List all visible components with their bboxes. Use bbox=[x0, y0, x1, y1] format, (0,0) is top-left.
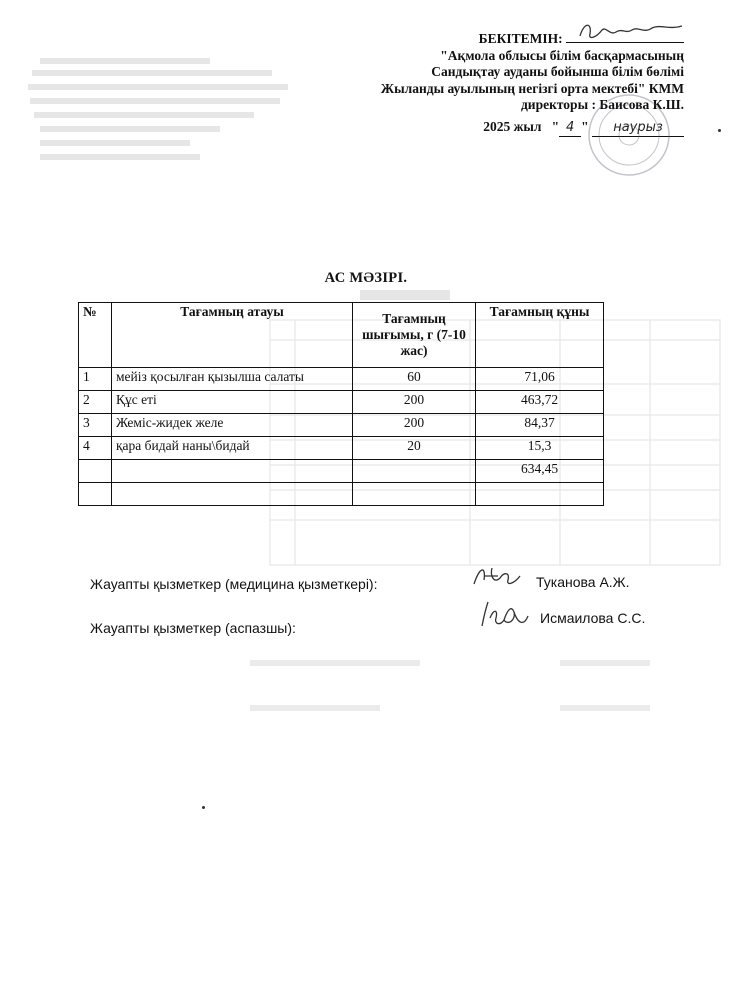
approval-date-line: 2025 жыл " 4 " наурыз bbox=[304, 119, 684, 138]
row-name: қара бидай наны\бидай bbox=[112, 437, 353, 460]
approval-day: 4 bbox=[565, 119, 575, 135]
row-no: 3 bbox=[79, 414, 112, 437]
medical-signature bbox=[470, 562, 530, 592]
table-header-row bbox=[79, 303, 604, 368]
approval-heading: БЕКІТЕМІН: bbox=[478, 31, 563, 46]
total-amount-cell bbox=[353, 460, 476, 483]
total-no-cell bbox=[79, 460, 112, 483]
staff-medical-role: Жауапты қызметкер (медицина қызметкері): bbox=[90, 576, 378, 592]
approval-day-field bbox=[559, 119, 581, 138]
total-price: 634,45 bbox=[476, 460, 604, 483]
staff-cook-name: Исмаилова С.С. bbox=[540, 610, 646, 626]
row-amount: 60 bbox=[353, 368, 476, 391]
row-amount: 200 bbox=[353, 391, 476, 414]
row-amount: 200 bbox=[353, 414, 476, 437]
approval-line-4: директоры : Баисова К.Ш. bbox=[520, 97, 684, 112]
approval-line-3: Жыланды ауылының негізгі орта мектебі" КММ bbox=[380, 80, 684, 96]
table-row bbox=[79, 414, 604, 437]
staff-medical-name: Туканова А.Ж. bbox=[536, 574, 630, 590]
table-total-row bbox=[79, 460, 604, 483]
stray-mark bbox=[718, 129, 721, 132]
director-signature-line bbox=[566, 30, 684, 43]
row-name: Жеміс-жидек желе bbox=[112, 414, 353, 437]
approval-month: наурыз bbox=[613, 119, 663, 135]
row-no: 1 bbox=[79, 368, 112, 391]
staff-cook-line bbox=[90, 610, 646, 636]
table-row bbox=[79, 368, 604, 391]
header-amount: Тағамның шығымы, г (7-10 жас) bbox=[353, 303, 476, 368]
header-price: Тағамның құны bbox=[476, 303, 604, 368]
header-no: № bbox=[79, 303, 112, 368]
row-no: 2 bbox=[79, 391, 112, 414]
menu-table bbox=[78, 302, 604, 506]
official-stamp bbox=[584, 90, 674, 180]
row-price: 15,3 bbox=[476, 437, 604, 460]
table-row bbox=[79, 391, 604, 414]
total-name-cell bbox=[112, 460, 353, 483]
row-name: Құс еті bbox=[112, 391, 353, 414]
cook-signature bbox=[474, 598, 534, 632]
stray-mark bbox=[202, 806, 205, 809]
table-empty-row bbox=[79, 483, 604, 506]
empty-cell bbox=[112, 483, 353, 506]
page-title: АС МӘЗІРІ. bbox=[324, 270, 408, 286]
row-no: 4 bbox=[79, 437, 112, 460]
empty-cell bbox=[79, 483, 112, 506]
approval-line-2: Сандықтау ауданы бойынша білім бөлімі bbox=[431, 64, 684, 79]
row-price: 84,37 bbox=[476, 414, 604, 437]
approval-block bbox=[304, 30, 684, 137]
row-amount: 20 bbox=[353, 437, 476, 460]
approval-year: 2025 жыл bbox=[483, 118, 542, 134]
row-price: 71,06 bbox=[476, 368, 604, 391]
approval-heading-line bbox=[304, 30, 684, 48]
staff-medical-line bbox=[90, 574, 630, 592]
header-name: Тағамның атауы bbox=[112, 303, 353, 368]
staff-cook-role: Жауапты қызметкер (аспазшы): bbox=[90, 620, 296, 636]
table-row bbox=[79, 437, 604, 460]
empty-cell bbox=[353, 483, 476, 506]
row-price: 463,72 bbox=[476, 391, 604, 414]
approval-line-1: "Ақмола облысы білім басқармасының bbox=[440, 47, 684, 63]
empty-cell bbox=[476, 483, 604, 506]
director-signature bbox=[566, 20, 684, 44]
row-name: мейіз қосылған қызылша салаты bbox=[112, 368, 353, 391]
